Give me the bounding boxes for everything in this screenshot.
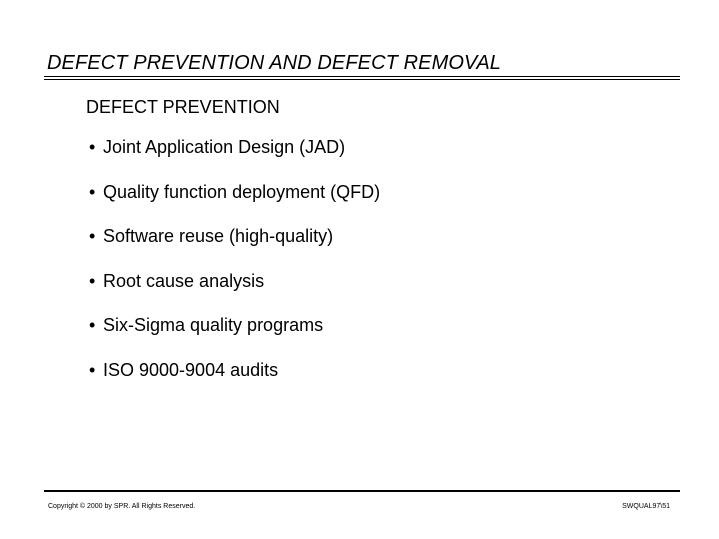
bullet-text: Joint Application Design (JAD) <box>103 137 346 157</box>
bullet-icon: • <box>89 181 96 202</box>
footer-copyright: Copyright © 2000 by SPR. All Rights Reserved. <box>48 503 196 510</box>
bullet-item <box>89 360 380 405</box>
bullet-item <box>89 315 380 360</box>
footer-slide-code: SWQUAL97\51 <box>622 503 670 510</box>
bullet-icon: • <box>89 226 96 246</box>
bullet-text: Quality function deployment (QFD) <box>103 181 381 202</box>
bullet-text: Root cause analysis <box>103 270 265 291</box>
bullet-text: Software reuse (high-quality) <box>103 226 334 246</box>
bullet-text: ISO 9000-9004 audits <box>103 359 279 380</box>
bullet-icon: • <box>89 270 96 291</box>
slide-title: DEFECT PREVENTION AND DEFECT REMOVAL <box>47 52 502 74</box>
section-heading: DEFECT PREVENTION <box>86 97 280 117</box>
bullet-list <box>89 137 380 404</box>
bullet-text: Six-Sigma quality programs <box>103 315 324 335</box>
bullet-item <box>89 226 380 271</box>
bullet-item <box>89 271 380 316</box>
title-rule <box>44 76 680 77</box>
footer-rule <box>44 490 680 492</box>
bullet-icon: • <box>89 137 96 157</box>
title-rule-secondary <box>44 79 680 80</box>
bullet-item <box>89 182 380 227</box>
bullet-icon: • <box>89 315 96 335</box>
bullet-icon: • <box>89 359 96 380</box>
bullet-item <box>89 137 380 182</box>
